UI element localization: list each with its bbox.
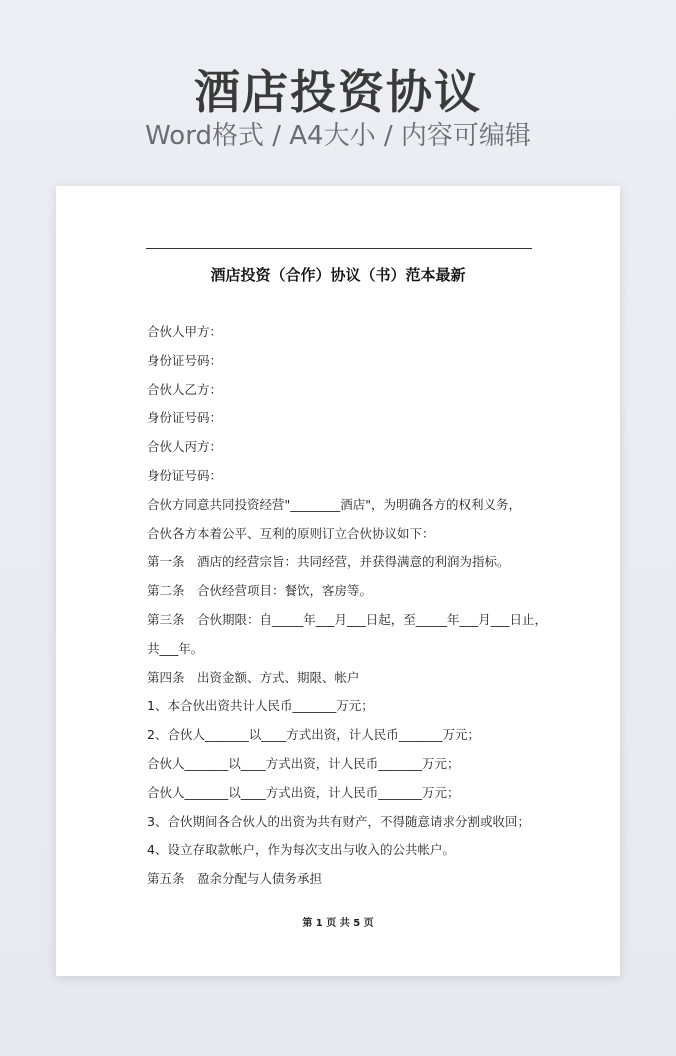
intro-line-2: 合伙各方本着公平、互利的原则订立合伙协议如下： [147, 525, 435, 541]
article-1-line: 第一条 酒店的经营宗旨：共同经营，并获得满意的利润为指标。 [147, 554, 510, 570]
party-a-id-line: 身份证号码： [147, 352, 223, 368]
intro-line-1: 合伙方同意共同投资经营"________酒店"，为明确各方的权利义务， [147, 496, 522, 512]
article-4-item-4: 4、设立存取款帐户，作为每次支出与收入的公共帐户。 [147, 842, 455, 858]
article-4-item-2: 2、合伙人_______以____方式出资，计人民币_______万元； [147, 727, 480, 743]
party-a-line: 合伙人甲方： [147, 324, 223, 339]
document-title: 酒店投资（合作）协议（书）范本最新 [210, 266, 466, 284]
article-4-item-1: 1、本合伙出资共计人民币_______万元； [147, 698, 374, 714]
banner-subtitle: Word格式 / A4大小 / 内容可编辑 [145, 121, 531, 151]
document-page [56, 186, 620, 976]
article-3-continued-line: 共___年。 [147, 640, 204, 656]
page-footer: 第 1 页 共 5 页 [302, 918, 374, 929]
article-2-line: 第二条 合伙经营项目：餐饮，客房等。 [147, 583, 373, 599]
header-rule [146, 248, 532, 249]
article-4-item-2b: 合伙人_______以____方式出资，计人民币_______万元； [147, 755, 460, 771]
party-c-line: 合伙人丙方： [147, 439, 223, 455]
party-b-line: 合伙人乙方： [147, 381, 223, 397]
party-c-id-line: 身份证号码： [147, 467, 223, 483]
document-body [147, 322, 547, 898]
banner-title: 酒店投资协议 [194, 65, 482, 119]
article-4-item-2c: 合伙人_______以____方式出资，计人民币_______万元； [147, 784, 460, 800]
party-b-id-line: 身份证号码： [147, 410, 223, 426]
article-5-line: 第五条 盈余分配与人债务承担 [147, 871, 323, 887]
article-3-line: 第三条 合伙期限：自_____年___月___日起，至_____年___月___日止， [147, 611, 548, 627]
article-4-item-3: 3、合伙期间各合伙人的出资为共有财产，不得随意请求分割或收回； [147, 813, 530, 829]
article-4-line: 第四条 出资金额、方式、期限、帐户 [147, 669, 360, 685]
